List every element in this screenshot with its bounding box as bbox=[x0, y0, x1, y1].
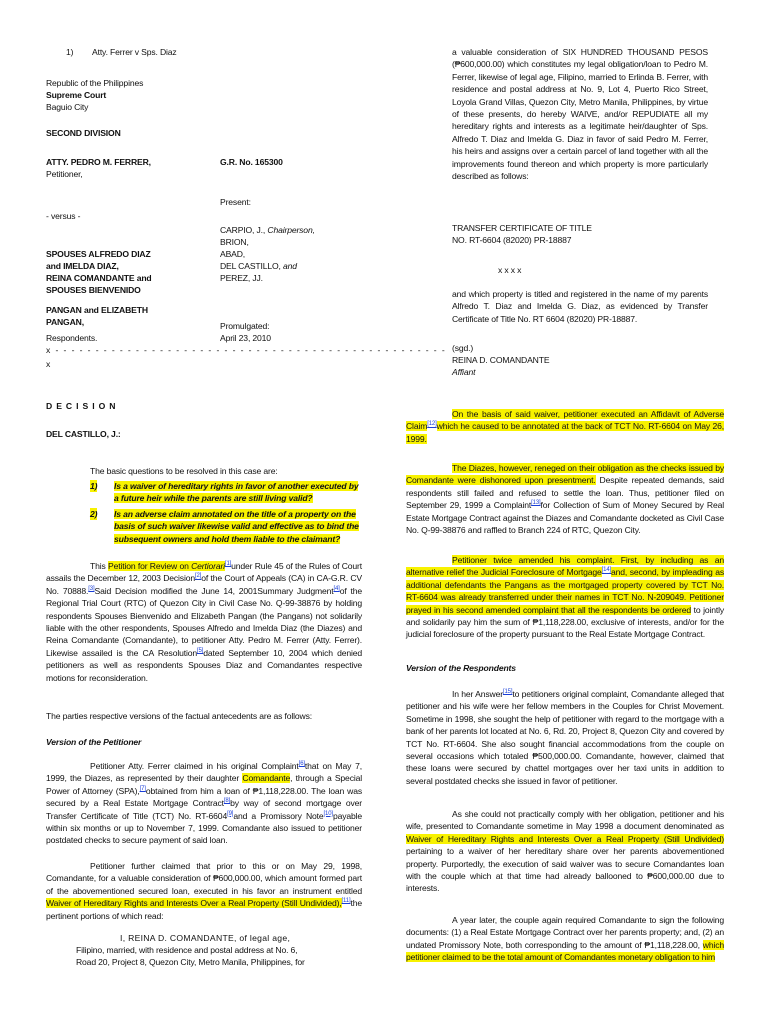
footnote-link[interactable]: [13] bbox=[531, 500, 541, 507]
question-1: 1) Is a waiver of hereditary rights in favor of another executed by a future heir while the parents are still living valid? bbox=[90, 481, 359, 504]
paragraph-dishonored-checks: The Diazes, however, reneged on their obligation as the checks issued by Comandante were dishonored upon presentment. Despite repeated demands, said respondents still failed and refused to settle the loan. Thus, petitioner filed on September 29, 1999 a Complaint[13]for Collection of Sum of Money Secured by Real Estate Mortgage Contract against the Diazes and Comandante docketed as Civil Case No. Q-99-38876 and raffled to Branch 224 of RTC, Quezon City. bbox=[406, 463, 725, 536]
footnote-link[interactable]: [8] bbox=[223, 798, 231, 805]
waiver-quote-continued: and which property is titled and registered in the name of my parents Alfredo T. Diaz and Imelda G. Diaz, as evidenced by Transfer Certificate of Title No. RT 6604 (82020) PR-18887. bbox=[452, 289, 708, 324]
paragraph-documents: A year later, the couple again required Comandante to sign the following documents: (1) a Real Estate Mortgage Contract over her parents property; and, (2) an undated Promissory Note, both corresponding to the amount of ₱1,118,228.00, which petitioner claimed to be the total amount of Comandantes monetary obligation to him bbox=[406, 915, 724, 963]
paragraph-adverse-claim: On the basis of said waiver, petitioner executed an Affidavit of Adverse Claim[12]which he caused to be annotated at the back of TCT No. RT-6604 on May 26, 1999. bbox=[406, 409, 724, 444]
footnote-link[interactable]: [10] bbox=[323, 810, 333, 817]
footnote-link[interactable]: [4] bbox=[333, 585, 340, 592]
gr-number: G.R. No. 165300 bbox=[220, 157, 283, 167]
footnote-link[interactable]: [7] bbox=[139, 785, 146, 792]
paragraph-waiver-presented: As she could not practically comply with her obligation, petitioner and his wife, presented to Comandante sometime in May 1998 a document denominated as Waiver of Hereditary Rights and Interests Over a Real Property (Still Undivided) pertaining to a waiver of her hereditary share over her parents abovementioned property. Purportedly, the execution of said waiver was to secure Comandantes loan with the couple which at that time had already ballooned to ₱600,000.00 due to interests. bbox=[406, 809, 724, 894]
respondent-line-6: PANGAN, bbox=[46, 317, 84, 327]
court-name: Supreme Court bbox=[46, 90, 107, 100]
paragraph-complaint: Petitioner Atty. Ferrer claimed in his original Complaint[6]that on May 7, 1999, the Diazes, as represented by their daughter Comandante, through a Special Power of Attorney (SPA),[7]obtained from him a loan of ₱1,118,228.00. The loan was secured by a Real Estate Mortgage Contract[8]by way of second mortgage over Transfer Certificate of Title (TCT) No. RT-6604[9]and a Promissory Note[10]payable within six months or up to November 7, 1999. Comandante also issued to petitioner postdated checks to secure payment of said loan. bbox=[46, 761, 363, 846]
versus-label: - versus - bbox=[46, 211, 81, 221]
footnote-link[interactable]: [12] bbox=[427, 421, 437, 428]
footnote-link[interactable]: [14] bbox=[601, 567, 612, 574]
respondent-line-4: SPOUSES BIENVENIDO bbox=[46, 285, 141, 295]
respondents-role: Respondents. bbox=[46, 333, 98, 343]
paragraph-answer: In her Answer[15]to petitioners original complaint, Comandante alleged that petitioner and his wife were her fellow members in the Couples for Christ Movement. Sometime in 1998, she sought the help of petitioner with regard to the mortgage with a bank of her parents lot located at No. 6, Rd. 20, Project 8, Quezon City and covered by TCT No. RT-6604. She also sought financial accommodations from the couple on several occasions which totaled ₱500,000.00. Comandante, however, claimed that these loans were secured by chattel mortgages over her taxi units in addition to several postdated checks she issued in favor of petitioner. bbox=[406, 689, 724, 786]
respondent-line-2: and IMELDA DIAZ, bbox=[46, 261, 119, 271]
promulgated-label: Promulgated: bbox=[220, 321, 270, 331]
justice-carpio: CARPIO, J., Chairperson, bbox=[220, 225, 315, 235]
case-number: 1) bbox=[66, 47, 74, 57]
divider-line: x - - - - - - - - - - - - - - - - - - - - - - - - - - - - - - - - - - - - - - - - - - - - - - - - - bbox=[46, 345, 447, 355]
footnote-link[interactable]: [3] bbox=[88, 585, 95, 592]
signature-mark: (sgd.) bbox=[452, 343, 474, 353]
petitioner-role: Petitioner, bbox=[46, 169, 83, 179]
quote-line-2: Filipino, married, with residence and postal address at No. 6, bbox=[76, 945, 298, 955]
ponente: DEL CASTILLO, J.: bbox=[46, 429, 121, 439]
affiant-label: Affiant bbox=[452, 367, 476, 377]
waiver-quote-text: a valuable consideration of SIX HUNDRED THOUSAND PESOS (₱600,000.00) which constitutes my legal obligation/loan to Pedro M. Ferrer, likewise of legal age, Filipino, married to Erlinda B. Ferrer, with residence and postal address at No. 9, Lot 4, Puerto Rico Street, Loyola Grand Villas, Quezon City, Metro Manila, Philippines, by virtue of these presents, do hereby WAIVE, and/or REPUDIATE all my hereditary rights and interests as a legitimate heir/daughter of Sps. Alfredo T. Diaz and Imelda G. Diaz in favor of said Pedro M. Ferrer, his heirs and assigns over a certain parcel of land together with all the improvements found thereon and which property is more particularly described as follows: bbox=[452, 47, 708, 182]
division-label: SECOND DIVISION bbox=[46, 128, 121, 138]
footnote-link[interactable]: [6] bbox=[298, 761, 305, 768]
present-label: Present: bbox=[220, 197, 251, 207]
case-title: Atty. Ferrer v Sps. Diaz bbox=[92, 47, 177, 57]
footnote-link[interactable]: [1] bbox=[224, 561, 232, 568]
justice-perez: PEREZ, JJ. bbox=[220, 273, 263, 283]
promulgation-date: April 23, 2010 bbox=[220, 333, 271, 343]
tct-heading: TRANSFER CERTIFICATE OF TITLE bbox=[452, 223, 592, 233]
tct-number: NO. RT-6604 (82020) PR-18887 bbox=[452, 235, 572, 245]
quote-line-3: Road 20, Project 8, Quezon City, Metro Manila, Philippines, for bbox=[76, 957, 305, 967]
paragraph-waiver-claim: Petitioner further claimed that prior to this or on May 29, 1998, Comandante, for a valuable consideration of ₱600,000.00, which amount formed part of the abovementioned secured loan, executed in his favor an instrument entitled Waiver of Hereditary Rights and Interests Over a Real Property (Still Undivided),[11]the pertinent portions of which read: bbox=[46, 861, 362, 921]
respondent-line-5: PANGAN and ELIZABETH bbox=[46, 305, 148, 315]
decision-title: D E C I S I O N bbox=[46, 401, 117, 411]
divider-end: x bbox=[46, 359, 51, 369]
footnote-link[interactable]: [15] bbox=[502, 689, 513, 696]
justice-brion: BRION, bbox=[220, 237, 249, 247]
respondent-line-3: REINA COMANDANTE and bbox=[46, 273, 152, 283]
omission-marker: x x x x bbox=[498, 265, 522, 275]
heading-version-respondents: Version of the Respondents bbox=[406, 663, 516, 673]
paragraph-petition: This Petition for Review on Certiorari[1]under Rule 45 of the Rules of Court assails the December 12, 2003 Decision[2]of the Court of Appeals (CA) in CA-G.R. CV No. 70888.[3]Said Decision modified the June 14, 2001Summary Judgment[4]of the Regional Trial Court (RTC) of Quezon City in Civil Case No. Q-99-38876 by holding respondents Spouses Bienvenido and Elizabeth Pangan (the Pangans) not solidarily liable with the other respondents, Spouses Alfredo and Imelda Diaz (the Diazes) and Reina Comandante (Comandante), to petitioner Atty. Pedro M. Ferrer (Atty. Ferrer). Likewise assailed is the CA Resolution[5]dated September 10, 2004 which denied petitioners as well as respondents Spouses Diaz and Comandantes respective motions for reconsideration. bbox=[46, 561, 363, 683]
court-city: Baguio City bbox=[46, 102, 89, 112]
paragraph-versions: The parties respective versions of the factual antecedents are as follows: bbox=[46, 711, 312, 721]
heading-version-petitioner: Version of the Petitioner bbox=[46, 737, 142, 747]
respondent-line-1: SPOUSES ALFREDO DIAZ bbox=[46, 249, 151, 259]
quote-line-1: I, REINA D. COMANDANTE, of legal age, bbox=[120, 933, 291, 943]
signer-name: REINA D. COMANDANTE bbox=[452, 355, 550, 365]
justice-del-castillo: DEL CASTILLO, and bbox=[220, 261, 297, 271]
footnote-link[interactable]: [5] bbox=[196, 647, 204, 654]
question-2: 2) Is an adverse claim annotated on the title of a property on the basis of such waiver likewise valid and effective as to bind the subsequent owners and hold them liable to the claimant? bbox=[90, 509, 359, 544]
intro-line: The basic questions to be resolved in this case are: bbox=[90, 466, 278, 476]
footnote-link[interactable]: [9] bbox=[227, 810, 234, 817]
republic-line: Republic of the Philippines bbox=[46, 78, 144, 88]
paragraph-amended-complaint: Petitioner twice amended his complaint. First, by including as an alternative relief the Judicial Foreclosure of Mortgage[14]and, second, by impleading as additional defendants the Pangans as the mortgaged property covered by TCT No. RT-6604 was already transferred under their names in TCT No. N-209049. Petitioner prayed in his second amended complaint that all the respondents be ordered to jointly and solidarily pay him the sum of ₱1,118,228.00, exclusive of interests, and/or for the judicial foreclosure of the property pursuant to the Real Estate Mortgage Contract. bbox=[406, 555, 724, 640]
justice-abad: ABAD, bbox=[220, 249, 246, 259]
footnote-link[interactable]: [11] bbox=[341, 898, 351, 905]
footnote-link[interactable]: [2] bbox=[194, 573, 202, 580]
petitioner-name: ATTY. PEDRO M. FERRER, bbox=[46, 157, 151, 167]
